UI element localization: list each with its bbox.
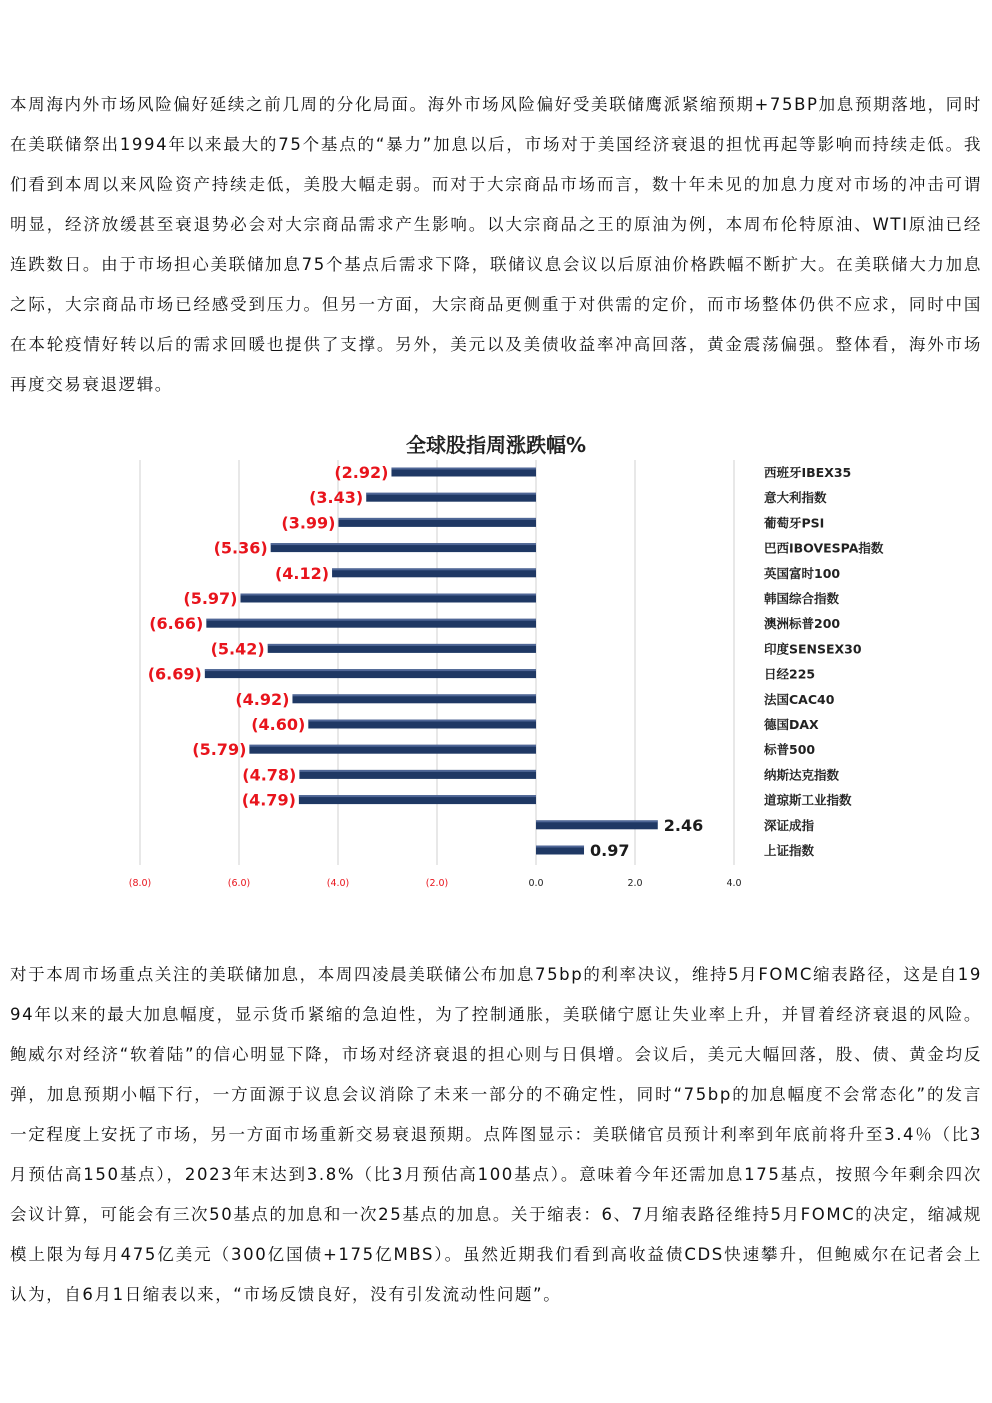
bar-highlight (536, 846, 584, 848)
bar-highlight (292, 694, 536, 696)
bar-highlight (366, 493, 536, 495)
bar-highlight (308, 720, 536, 722)
value-label: (6.69) (147, 664, 202, 684)
category-label: 澳洲标普200 (764, 616, 841, 632)
category-label: 西班牙IBEX35 (764, 465, 852, 480)
value-label: (4.12) (274, 563, 330, 583)
value-label: (4.92) (235, 689, 290, 709)
x-tick-label: (6.0) (227, 878, 251, 889)
category-label: 道琼斯工业指数 (764, 792, 852, 808)
category-label: 上证指数 (764, 843, 815, 858)
paragraph-intro: 本周海内外市场风险偏好延续之前几周的分化局面。海外市场风险偏好受美联储鹰派紧缩预期+75BP加息预期落地，同时在美联储祭出1994年以来最大的75个基点的“暴力”加息以后，市场对于美国经济衰退的担忧再起等影响而持续走低。我们看到本周以来风险资产持续走低，美股大幅走弱。而对于大宗商品市场而言，数十年未见的加息力度对市场的冲击可谓明显，经济放缓甚至衰退势必会对大宗商品需求产生影响。以大宗商品之王的原油为例，本周布伦特原油、WTI原油已经连跌数日。由于市场担心美联储加息75个基点后需求下降，联储议息会议以后原油价格跌幅不断扩大。在美联储大力加息之际，大宗商品市场已经感受到压力。但另一方面，大宗商品更侧重于对供需的定价，而市场整体仍供不应求，同时中国在本轮疫情好转以后的需求回暖也提供了支撑。另外，美元以及美债收益率冲高回落，黄金震荡偏强。整体看，海外市场再度交易衰退逻辑。 (10, 95, 982, 394)
category-label: 法国CAC40 (764, 691, 835, 707)
bar-highlight (391, 468, 536, 470)
category-label: 印度SENSEX30 (764, 641, 862, 657)
category-label: 德国DAX (764, 717, 819, 732)
x-tick-label: 0.0 (528, 878, 544, 889)
x-tick-label: (8.0) (128, 878, 152, 889)
bar-highlight (205, 669, 536, 671)
value-label: (6.66) (149, 614, 204, 634)
bar-highlight (299, 795, 536, 797)
value-label: (4.60) (251, 715, 306, 734)
category-label: 意大利指数 (764, 490, 827, 506)
bar-highlight (206, 619, 536, 621)
x-tick-label: 4.0 (726, 878, 742, 889)
bar-highlight (249, 745, 536, 747)
x-tick-label: (4.0) (326, 878, 350, 889)
value-label: (5.79) (192, 740, 247, 760)
value-label: (2.92) (334, 463, 389, 482)
tick-layer (129, 878, 742, 889)
chart-title: 全球股指周涨跌幅% (405, 433, 587, 457)
bar-highlight (332, 568, 536, 570)
bar-highlight (268, 644, 536, 646)
value-label: 2.46 (663, 815, 704, 835)
bar-highlight (338, 518, 536, 520)
bar-highlight (299, 770, 536, 772)
category-label: 日经225 (764, 666, 816, 682)
category-label: 巴西IBOVESPA指数 (764, 540, 884, 556)
category-label: 葡萄牙PSI (764, 515, 825, 531)
bar-chart-svg (128, 425, 884, 895)
global-index-weekly-change-chart (128, 425, 884, 895)
x-tick-label: 2.0 (627, 878, 643, 889)
category-label: 纳斯达克指数 (764, 767, 840, 783)
value-label: (3.99) (281, 513, 336, 533)
bar-highlight (536, 820, 658, 822)
value-label: (5.42) (210, 639, 265, 659)
x-tick-label: (2.0) (425, 878, 449, 889)
category-label: 英国富时100 (764, 565, 841, 581)
bar-highlight (271, 543, 536, 545)
paragraph-fed-hike: 对于本周市场重点关注的美联储加息，本周四凌晨美联储公布加息75bp的利率决议，维持5月FOMC缩表路径，这是自1994年以来的最大加息幅度，显示货币紧缩的急迫性，为了控制通胀，美联储宁愿让失业率上升，并冒着经济衰退的风险。鲍威尔对经济“软着陆”的信心明显下降，市场对经济衰退的担心则与日俱增。会议后，美元大幅回落，股、债、黄金均反弹，加息预期小幅下行，一方面源于议息会议消除了未来一部分的不确定性，同时“75bp的加息幅度不会常态化”的发言一定程度上安抚了市场，另一方面市场重新交易衰退预期。点阵图显示：美联储官员预计利率到年底前将升至3.4％（比3月预估高150基点），2023年末达到3.8%（比3月预估高100基点）。意味着今年还需加息175基点，按照今年剩余四次会议计算，可能会有三次50基点的加息和一次25基点的加息。关于缩表：6、7月缩表路径维持5月FOMC的决定，缩减规模上限为每月475亿美元（300亿国债+175亿MBS）。虽然近期我们看到高收益债CDS快速攀升，但鲍威尔在记者会上认为，自6月1日缩表以来，“市场反馈良好，没有引发流动性问题”。 (10, 965, 982, 1304)
category-layer (763, 465, 884, 858)
value-label: 0.97 (590, 841, 630, 860)
value-label: (5.97) (183, 589, 238, 608)
value-label: (3.43) (309, 488, 364, 508)
value-label: (4.79) (241, 790, 296, 810)
value-label: (4.78) (242, 765, 297, 785)
value-label: (5.36) (213, 538, 268, 558)
category-label: 韩国综合指数 (764, 591, 840, 606)
bar-highlight (240, 594, 536, 596)
category-label: 深证成指 (764, 817, 815, 833)
category-label: 标普500 (764, 742, 816, 758)
